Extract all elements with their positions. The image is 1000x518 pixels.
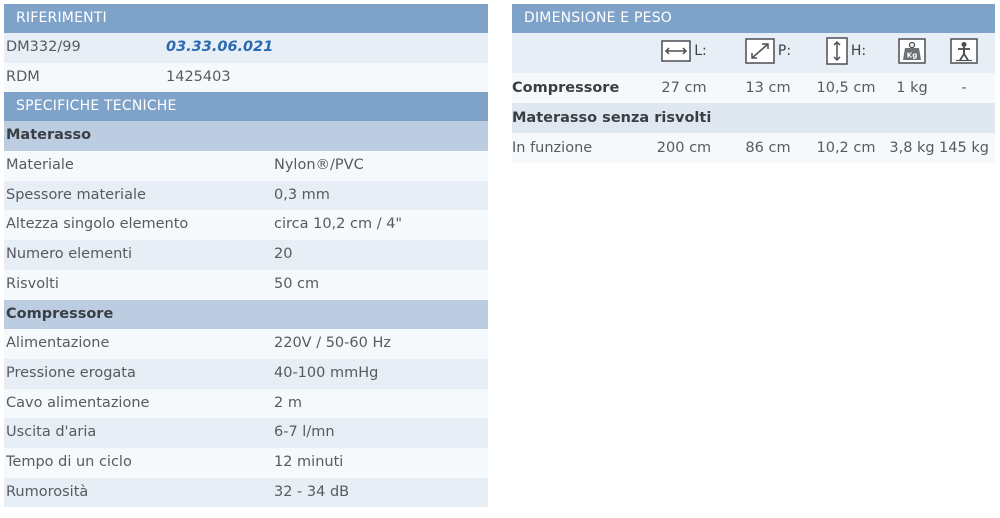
riferimenti-row [4,33,488,63]
spec-value: circa 10,2 cm / 4" [274,216,403,233]
spec-value: 6-7 l/mn [274,424,335,441]
depth-diagonal-icon [745,38,775,64]
compressore-section-title [4,300,488,330]
riferimenti-header: RIFERIMENTI [4,4,488,33]
compressore-dim-row [512,73,995,103]
dim-value: - [961,80,967,96]
spec-row [4,151,488,181]
spec-value: 32 - 34 dB [274,483,350,500]
dim-value: 145 kg [939,140,989,156]
in-funzione-row [512,133,995,163]
spec-row [4,418,488,448]
materasso-dim-title: Materasso senza risvolti [512,110,712,126]
spec-label: Spessore materiale [6,186,146,203]
spec-value: Nylon®/PVC [274,157,364,174]
left-panel [4,4,488,507]
materasso-dim-section [512,103,995,133]
materasso-section-title [4,121,488,151]
specifiche-header: SPECIFICHE TECNICHE [4,92,488,121]
spec-row [4,359,488,389]
spec-label: Pressione erogata [6,364,136,381]
person-load-icon [950,38,978,64]
right-panel [512,4,995,163]
spec-label: Alimentazione [6,335,110,352]
spec-label: Rumorosità [6,483,89,500]
dim-value: 10,5 cm [816,80,876,96]
dim-value: 10,2 cm [816,140,876,156]
dim-value: 27 cm [661,80,707,96]
spec-label: Cavo alimentazione [6,394,150,411]
dimensione-header: DIMENSIONE E PESO [512,4,995,33]
spec-label: Risvolti [6,275,59,292]
svg-text:Kg: Kg [906,51,918,60]
spec-row [4,478,488,508]
length-arrow-icon [661,40,691,62]
spec-row [4,329,488,359]
spec-row [4,448,488,478]
riferimenti-code: 03.33.06.021 [166,39,274,55]
spec-row [4,270,488,300]
spec-value: 2 m [274,394,302,411]
riferimenti-label: RDM [6,68,40,85]
riferimenti-value: 1425403 [166,68,231,85]
compressore-dim-label: Compressore [512,80,620,96]
spec-label: Numero elementi [6,246,133,263]
kg-weight-icon [898,38,926,64]
spec-label: Tempo di un ciclo [6,453,132,470]
spec-label: Altezza singolo elemento [6,216,189,233]
materasso-title: Materasso [6,127,92,144]
length-label: L: [694,43,707,59]
dim-value: 13 cm [745,80,791,96]
riferimenti-row [4,63,488,93]
dim-value: 1 kg [896,80,928,96]
spec-row [4,240,488,270]
spec-label: Uscita d'aria [6,424,97,441]
spec-value: 12 minuti [274,453,344,470]
in-funzione-label: In funzione [512,140,593,156]
icon-row [512,33,995,73]
dim-value: 200 cm [656,140,712,156]
spec-value: 0,3 mm [274,186,330,203]
spec-value: 20 [274,246,293,263]
riferimenti-label: DM332/99 [6,39,81,55]
spec-value: 40-100 mmHg [274,364,379,381]
dim-value: 3,8 kg [889,140,935,156]
spec-row [4,210,488,240]
spec-label: Materiale [6,157,74,174]
spec-row [4,181,488,211]
compressore-title: Compressore [6,305,114,322]
dim-value: 86 cm [745,140,791,156]
spec-row [4,389,488,419]
height-arrow-icon [826,37,848,65]
depth-label: P: [777,43,792,59]
height-label: H: [850,43,867,59]
spec-value: 50 cm [274,275,320,292]
spec-value: 220V / 50-60 Hz [274,335,391,352]
